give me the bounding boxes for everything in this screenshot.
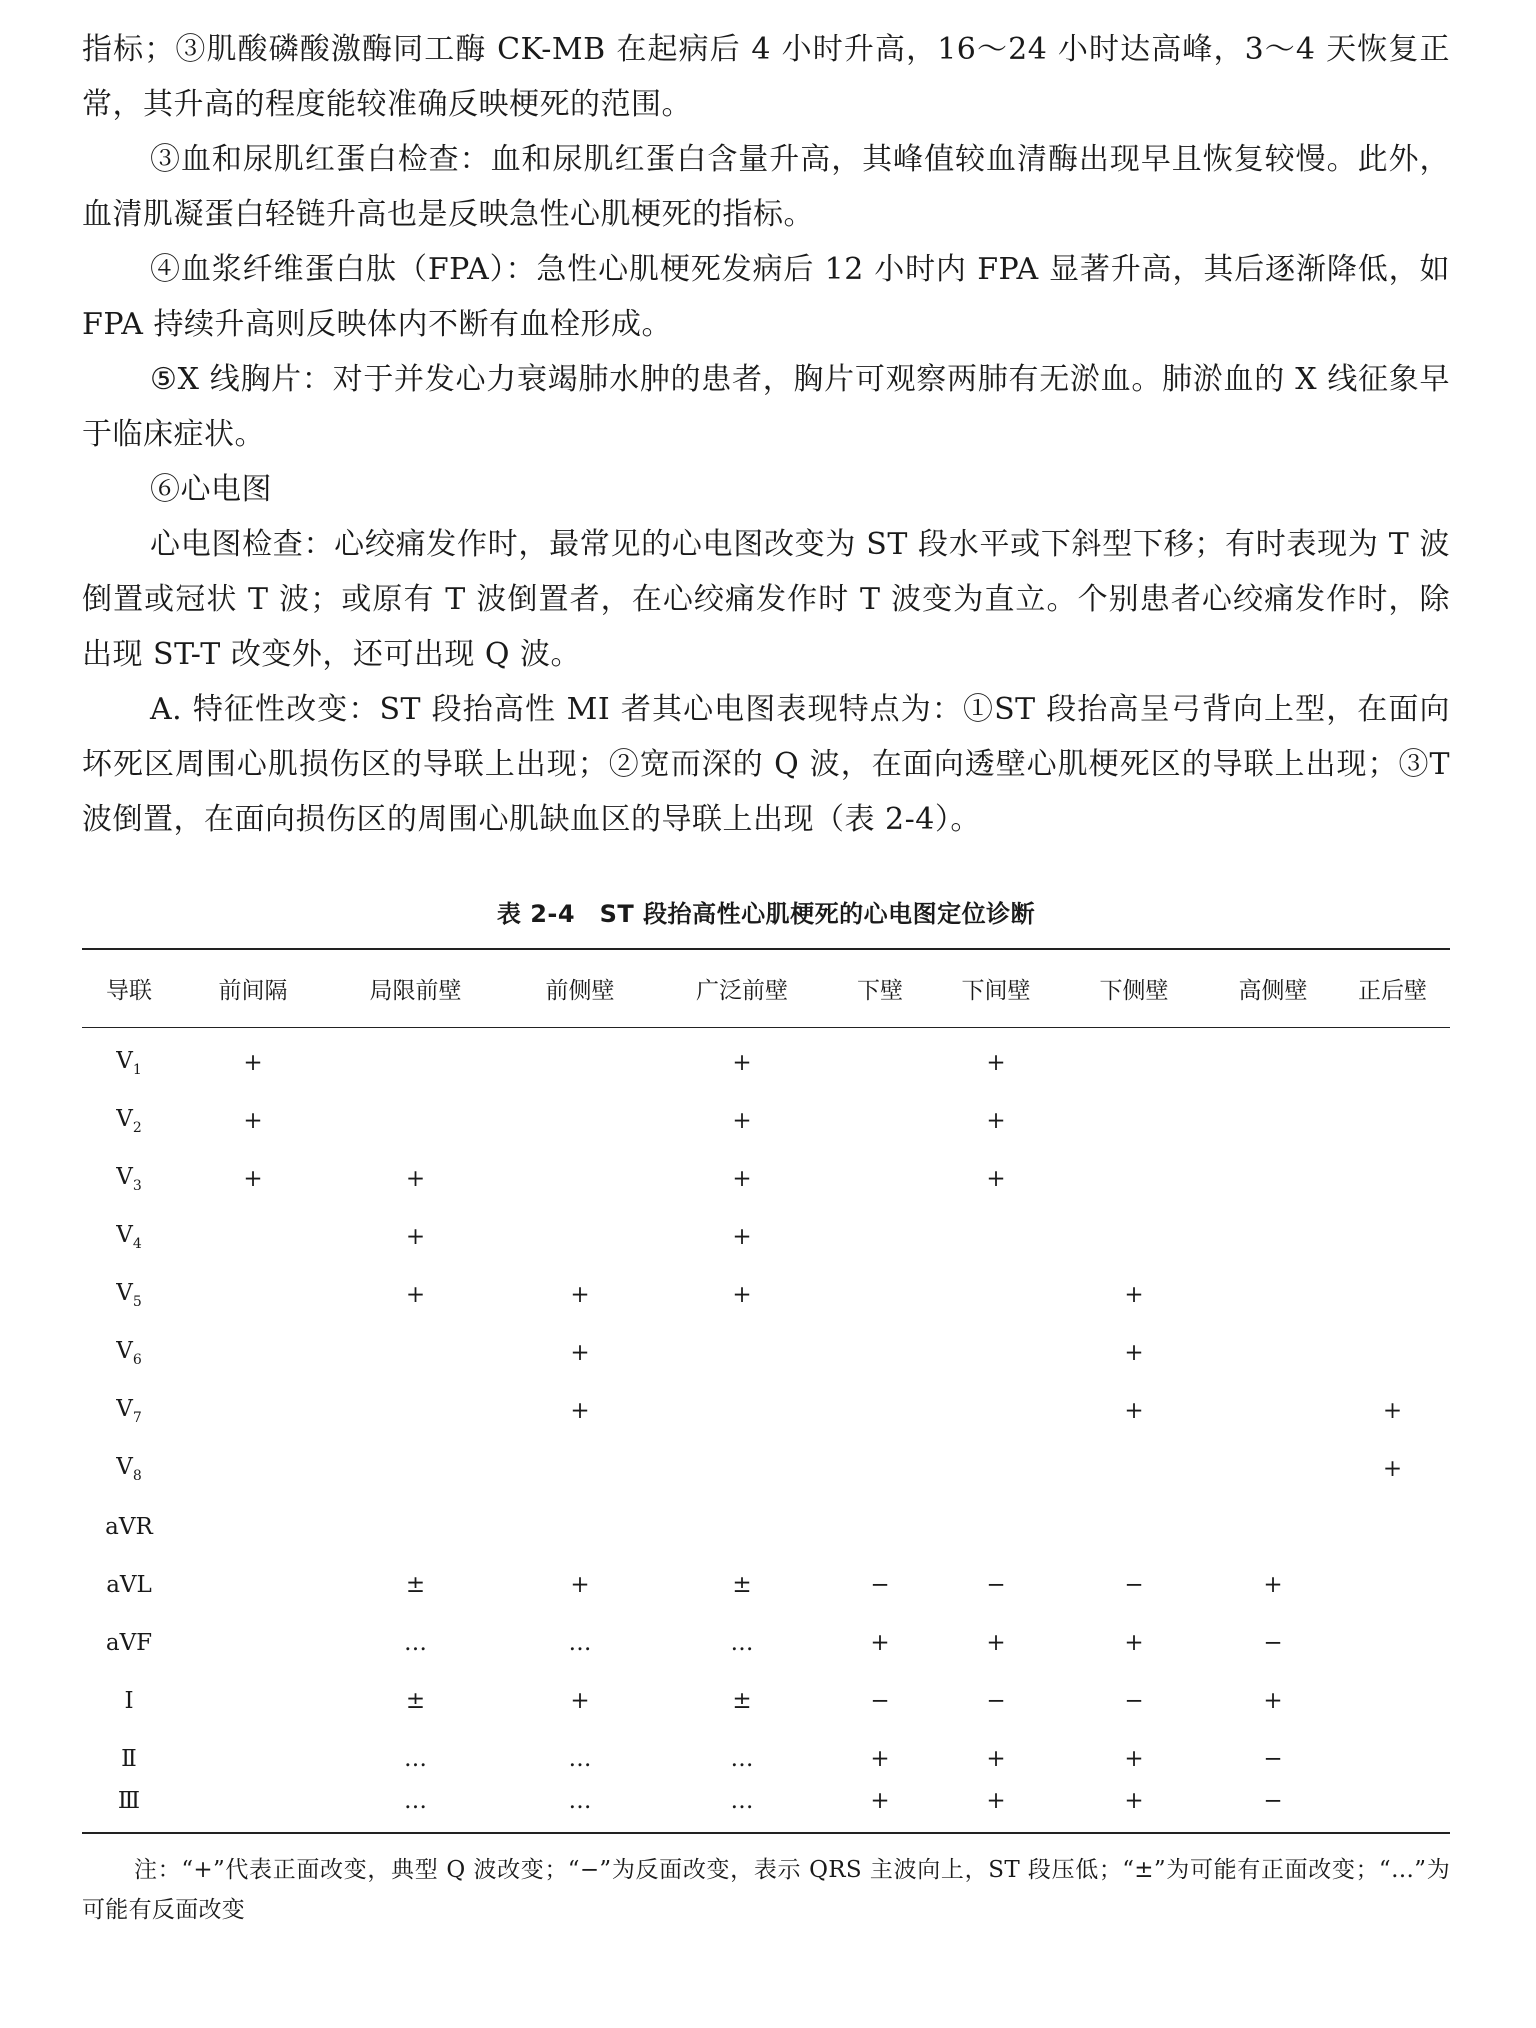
table-cell: + xyxy=(732,1050,752,1076)
paragraph: 指标；③肌酸磷酸激酶同工酶 CK-MB 在起病后 4 小时升高，16～24 小时达高峰，3～4 天恢复正常，其升高的程度能较准确反映梗死的范围。 xyxy=(82,32,1450,122)
table-cell: − xyxy=(870,1572,890,1598)
table-cell: − xyxy=(870,1688,890,1714)
table-cell: + xyxy=(1263,1688,1283,1714)
table-cell: + xyxy=(1124,1282,1144,1308)
table-cell: … xyxy=(568,1746,592,1772)
lead-subscript: 1 xyxy=(132,1062,142,1078)
paragraph: A. 特征性改变：ST 段抬高性 MI 者其心电图表现特点为：①ST 段抬高呈弓背向上型，在面向坏死区周围心肌损伤区的导联上出现；②宽而深的 Q 波，在面向透壁心肌梗死区的导联上出现；③T 波倒置，在面向损伤区的周围心肌缺血区的导联上出现（表 2-4）。 xyxy=(82,692,1450,837)
table-row xyxy=(82,1614,1450,1672)
table-cell: + xyxy=(1124,1340,1144,1366)
lead-name: V xyxy=(116,1048,133,1074)
table-cell: ± xyxy=(405,1688,426,1714)
lead-subscript: 4 xyxy=(132,1236,142,1252)
lead-subscript: 7 xyxy=(132,1410,142,1426)
table-cell: − xyxy=(1124,1688,1144,1714)
table-cell: + xyxy=(986,1746,1006,1772)
table-cell: + xyxy=(986,1050,1006,1076)
ecg-localization-table xyxy=(82,948,1450,1834)
table-row xyxy=(82,1266,1450,1324)
table-cell: + xyxy=(570,1398,590,1424)
table-cell: + xyxy=(405,1224,426,1250)
table-cell: + xyxy=(986,1630,1006,1656)
lead-subscript: 2 xyxy=(132,1120,142,1136)
table-cell: + xyxy=(732,1108,752,1134)
table-row xyxy=(82,1382,1450,1440)
table-cell: … xyxy=(404,1630,427,1656)
table-row xyxy=(82,1208,1450,1266)
table-cell: + xyxy=(405,1166,426,1192)
table-cell: + xyxy=(1382,1398,1403,1424)
lead-subscript: 8 xyxy=(132,1468,142,1484)
header-cell: 正后壁 xyxy=(1358,978,1427,1004)
header-cell: 下间壁 xyxy=(961,978,1031,1004)
lead-cell xyxy=(82,1788,176,1814)
table-cell: + xyxy=(1124,1746,1144,1772)
lead-name: Ⅰ xyxy=(124,1688,134,1714)
table-cell: ± xyxy=(732,1572,752,1598)
lead-name: V xyxy=(116,1454,133,1480)
table-row xyxy=(82,1498,1450,1556)
lead-subscript: 3 xyxy=(132,1178,142,1194)
header-cell: 高侧壁 xyxy=(1238,978,1308,1004)
table-cell: − xyxy=(1263,1746,1283,1772)
table-cell: + xyxy=(870,1630,890,1656)
header-cell: 局限前壁 xyxy=(369,978,462,1004)
table-cell: + xyxy=(732,1166,752,1192)
table-cell: + xyxy=(732,1224,752,1250)
lead-name: aVL xyxy=(106,1572,152,1598)
lead-name: aVF xyxy=(105,1630,153,1656)
table-body xyxy=(82,1028,1450,1832)
lead-cell xyxy=(82,1514,176,1540)
lead-name: V xyxy=(116,1280,133,1306)
lead-cell xyxy=(82,1338,176,1368)
lead-cell xyxy=(82,1572,176,1598)
lead-subscript: 5 xyxy=(132,1294,142,1310)
table-cell: + xyxy=(243,1108,263,1134)
table-row xyxy=(82,1092,1450,1150)
header-cell: 下侧壁 xyxy=(1099,978,1169,1004)
table-cell: + xyxy=(870,1746,890,1772)
body-text xyxy=(82,22,1450,847)
lead-cell xyxy=(82,1630,176,1656)
table-cell: + xyxy=(570,1340,590,1366)
lead-name: V xyxy=(116,1106,133,1132)
table-cell: + xyxy=(243,1166,263,1192)
header-cell: 下壁 xyxy=(857,978,903,1004)
lead-name: V xyxy=(116,1396,133,1422)
table-row xyxy=(82,1324,1450,1382)
lead-cell xyxy=(82,1454,176,1484)
lead-cell xyxy=(82,1106,176,1136)
table-row xyxy=(82,1672,1450,1730)
table-bottom-rule xyxy=(82,1832,1450,1834)
table-note: 注：“+”代表正面改变，典型 Q 波改变；“−”为反面改变，表示 QRS 主波向上，ST 段压低；“±”为可能有正面改变；“…”为可能有反面改变 xyxy=(82,1857,1450,1923)
table-row xyxy=(82,1150,1450,1208)
lead-cell xyxy=(82,1746,176,1772)
table-cell: + xyxy=(570,1688,590,1714)
table-caption: 表 2-4 ST 段抬高性心肌梗死的心电图定位诊断 xyxy=(496,900,1036,928)
table-cell: … xyxy=(730,1630,754,1656)
table-cell: + xyxy=(570,1572,590,1598)
table-cell: + xyxy=(243,1050,263,1076)
table-cell: + xyxy=(1382,1456,1403,1482)
table-cell: … xyxy=(568,1630,592,1656)
table-row xyxy=(82,1034,1450,1092)
paragraph: ⑤X 线胸片：对于并发心力衰竭肺水肿的患者，胸片可观察两肺有无淤血。肺淤血的 X 线征象早于临床症状。 xyxy=(82,362,1450,452)
table-cell: ± xyxy=(732,1688,752,1714)
table-cell: + xyxy=(1263,1572,1283,1598)
table-cell: … xyxy=(404,1746,427,1772)
table-cell: − xyxy=(1263,1788,1283,1814)
table-cell: ± xyxy=(405,1572,426,1598)
table-cell: + xyxy=(870,1788,890,1814)
lead-cell xyxy=(82,1280,176,1310)
lead-cell xyxy=(82,1164,176,1194)
table-cell: − xyxy=(986,1688,1006,1714)
table-cell: … xyxy=(730,1746,754,1772)
lead-name: V xyxy=(116,1164,133,1190)
header-cell: 广泛前壁 xyxy=(696,978,788,1004)
header-cell: 导联 xyxy=(106,978,152,1004)
lead-name: Ⅲ xyxy=(117,1788,141,1814)
lead-name: Ⅱ xyxy=(121,1746,137,1772)
table-cell: + xyxy=(1124,1398,1144,1424)
table-cell: … xyxy=(730,1788,754,1814)
table-cell: + xyxy=(570,1282,590,1308)
lead-cell xyxy=(82,1048,176,1078)
table-header-row xyxy=(82,950,1450,1027)
paragraph: ④血浆纤维蛋白肽（FPA）：急性心肌梗死发病后 12 小时内 FPA 显著升高，其后逐渐降低，如 FPA 持续升高则反映体内不断有血栓形成。 xyxy=(82,252,1450,342)
lead-name: V xyxy=(116,1338,133,1364)
lead-cell xyxy=(82,1222,176,1252)
paragraph: ③血和尿肌红蛋白检查：血和尿肌红蛋白含量升高，其峰值较血清酶出现早且恢复较慢。此外，血清肌凝蛋白轻链升高也是反映急性心肌梗死的指标。 xyxy=(82,142,1450,232)
table-cell: − xyxy=(1124,1572,1144,1598)
table-cell: + xyxy=(986,1108,1006,1134)
table-cell: − xyxy=(986,1572,1006,1598)
table-cell: + xyxy=(1124,1788,1144,1814)
header-cell: 前间隔 xyxy=(218,978,288,1004)
table-cell: + xyxy=(1124,1630,1144,1656)
table-row xyxy=(82,1730,1450,1788)
lead-cell xyxy=(82,1396,176,1426)
table-cell: + xyxy=(405,1282,426,1308)
table-row xyxy=(82,1440,1450,1498)
table-row xyxy=(82,1788,1450,1832)
table-cell: … xyxy=(568,1788,592,1814)
header-cell: 前侧壁 xyxy=(545,978,615,1004)
lead-name: aVR xyxy=(105,1514,153,1540)
table-cell: … xyxy=(404,1788,427,1814)
lead-name: V xyxy=(116,1222,133,1248)
table-cell: − xyxy=(1263,1630,1283,1656)
section-heading: ⑥心电图 xyxy=(150,472,272,507)
table-cell: + xyxy=(732,1282,752,1308)
paragraph: 心电图检查：心绞痛发作时，最常见的心电图改变为 ST 段水平或下斜型下移；有时表现为 T 波倒置或冠状 T 波；或原有 T 波倒置者，在心绞痛发作时 T 波变为直立。个别患者心绞痛发作时，除出现 ST-T 改变外，还可出现 Q 波。 xyxy=(82,527,1450,672)
lead-subscript: 6 xyxy=(132,1352,142,1368)
table-row xyxy=(82,1556,1450,1614)
table-cell: + xyxy=(986,1788,1006,1814)
lead-cell xyxy=(82,1688,176,1714)
table-cell: + xyxy=(986,1166,1006,1192)
